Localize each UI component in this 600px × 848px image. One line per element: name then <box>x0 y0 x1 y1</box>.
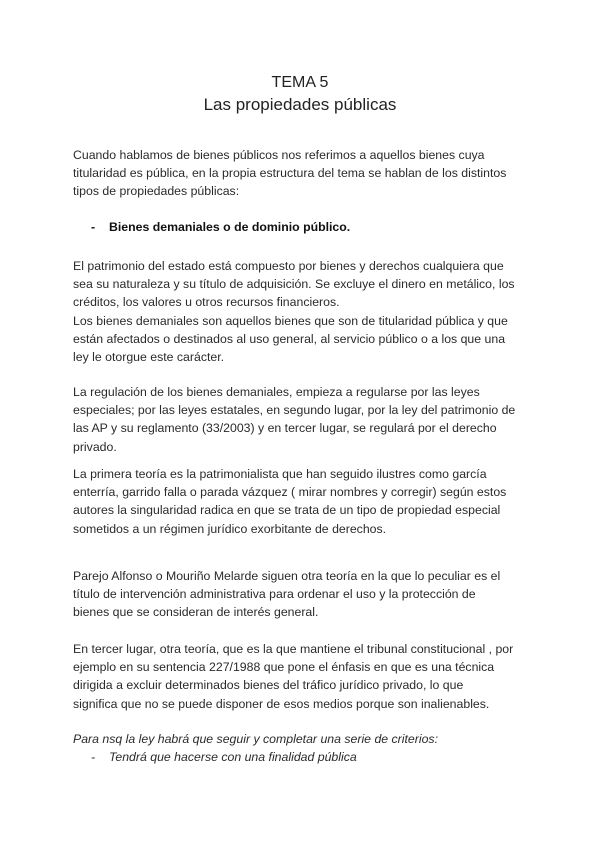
criteria-intro: Para nsq la ley habrá que seguir y completar una serie de criterios: <box>73 732 438 746</box>
criteria-bullet-text: Tendrá que hacerse con una finalidad pública <box>109 750 357 765</box>
text-line: créditos, los valores u otros recursos financieros. <box>73 295 340 310</box>
text-line: significa que no se puede disponer de esos medios porque son inalienables. <box>73 696 490 711</box>
text-line: ejemplo en su sentencia 227/1988 que pone el énfasis en que es una técnica <box>73 660 495 675</box>
bullet-dash: - <box>91 220 96 234</box>
page-title: TEMA 5 <box>271 74 329 91</box>
paragraph-patrimonio <box>73 257 533 366</box>
text-line: sea su naturaleza y su título de adquisición. Se excluye el dinero en metálico, los <box>73 277 515 292</box>
text-line: privado. <box>73 439 117 454</box>
paragraph-tercera-teoria <box>73 640 533 713</box>
paragraph-primera-teoria <box>73 465 533 538</box>
criteria-section <box>73 730 533 766</box>
text-line: En tercer lugar, otra teoría, que es la que mantiene el tribunal constitucional , por <box>73 642 514 656</box>
text-line: las AP y su reglamento (33/2003) y en tercer lugar, se regulará por el derecho <box>73 421 497 436</box>
text-line: bienes que se consideran de interés general. <box>73 605 319 620</box>
text-line: sometidos a un régimen jurídico exorbitante de derechos. <box>73 521 387 536</box>
text-line: Los bienes demaniales son aquellos bienes que son de titularidad pública y que <box>73 313 508 328</box>
text-line: La primera teoría es la patrimonialista que han seguido ilustres como garcía <box>73 467 487 481</box>
text-line: autores la singularidad radica en que se trata de un tipo de propiedad especial <box>73 503 501 518</box>
paragraph-parejo-alfonso <box>73 567 533 622</box>
text-line: enterría, garrido falla o parada vázquez ( mirar nombres y corregir) según estos <box>73 485 507 500</box>
text-line: Cuando hablamos de bienes públicos nos referimos a aquellos bienes cuya <box>73 148 485 162</box>
text-line: titularidad es pública, en la propia estructura del tema se hablan de los distintos <box>73 166 507 181</box>
text-line: están afectados o destinados al uso general, al servicio público o a los que una <box>73 331 506 346</box>
bullet-dash: - <box>91 750 96 765</box>
bullet-heading <box>91 218 551 236</box>
text-line: dirigida a excluir determinados bienes del tráfico jurídico privado, lo que <box>73 678 464 693</box>
text-line: La regulación de los bienes demaniales, empieza a regularse por las leyes <box>73 385 480 399</box>
page-subtitle: Las propiedades públicas <box>203 95 397 114</box>
text-line: especiales; por las leyes estatales, en segundo lugar, por la ley del patrimonio de <box>73 403 516 418</box>
text-line: título de intervención administrativa para ordenar el uso y la protección de <box>73 587 476 602</box>
text-line: tipos de propiedades públicas: <box>73 184 240 199</box>
paragraph-regulacion <box>73 383 533 456</box>
intro-paragraph <box>73 146 533 201</box>
criteria-bullet <box>73 748 533 766</box>
text-line: ley le otorgue este carácter. <box>73 350 225 365</box>
text-line: Parejo Alfonso o Mouriño Melarde siguen otra teoría en la que lo peculiar es el <box>73 569 501 583</box>
bullet-heading-text: Bienes demaniales o de dominio público. <box>109 220 351 234</box>
text-line: El patrimonio del estado está compuesto por bienes y derechos cualquiera que <box>73 259 504 273</box>
